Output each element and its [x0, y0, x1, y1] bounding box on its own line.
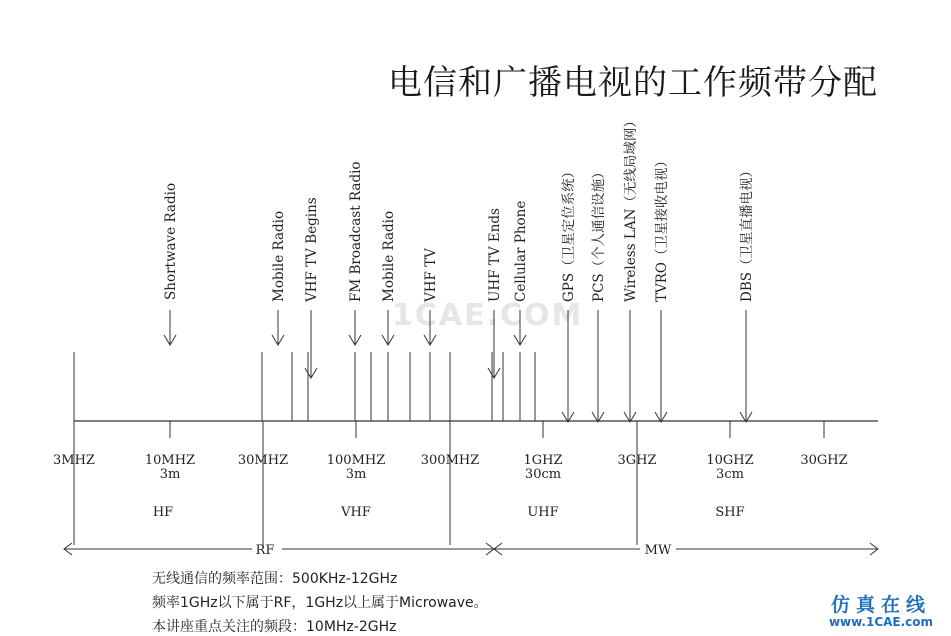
mw-range-label: MW — [644, 543, 672, 558]
tick-wavelength-label: 3cm — [716, 467, 744, 482]
tick-label: 1GHZ — [523, 453, 563, 468]
page-title: 电信和广播电视的工作频带分配 — [388, 63, 878, 103]
tick-label: 10MHZ — [144, 453, 196, 468]
band-label: SHF — [715, 505, 745, 520]
service-label: FM Broadcast Radio — [348, 161, 364, 302]
tick-label: 300MHZ — [420, 453, 480, 468]
tick-wavelength-label: 30cm — [524, 467, 562, 482]
service-label: VHF TV — [423, 248, 439, 302]
tick-label: 30MHZ — [237, 453, 289, 468]
note-frequency-range: 无线通信的频率范围：500KHz-12GHz — [152, 571, 398, 587]
service-label: TVRO（卫星接收电视） — [654, 154, 670, 302]
service-label: VHF TV Begins — [304, 197, 320, 302]
tick-label: 100MHZ — [326, 453, 386, 468]
tick-wavelength-label: 3m — [159, 467, 181, 482]
rf-range-label: RF — [255, 543, 275, 558]
service-label: Wireless LAN（无线局域网） — [623, 114, 639, 302]
tick-label: 3MHZ — [53, 453, 95, 468]
tick-label: 30GHZ — [800, 453, 848, 468]
band-label: HF — [152, 505, 174, 520]
tick-wavelength-label: 3m — [345, 467, 367, 482]
tick-label: 3GHZ — [617, 453, 657, 468]
service-label: Mobile Radio — [271, 210, 287, 302]
tick-label: 10GHZ — [706, 453, 754, 468]
background-watermark: 1CAE.COM — [392, 298, 584, 333]
service-label: UHF TV Ends — [487, 208, 503, 302]
note-rf-microwave: 频率1GHz以下属于RF，1GHz以上属于Microwave。 — [152, 595, 488, 611]
service-label: Mobile Radio — [381, 210, 397, 302]
note-focus-band: 本讲座重点关注的频段：10MHz-2GHz — [152, 619, 397, 635]
service-label: GPS（卫星定位系统） — [561, 164, 577, 302]
service-label: PCS（个人通信设施） — [591, 165, 607, 302]
band-label: VHF — [341, 505, 371, 520]
service-label: DBS（卫星直播电视） — [739, 164, 755, 302]
logo-text-cn: 仿真在线 — [830, 594, 931, 616]
logo-url: www.1CAE.com — [828, 615, 934, 629]
service-label: Shortwave Radio — [163, 182, 179, 300]
site-logo — [818, 590, 944, 629]
band-label: UHF — [527, 505, 559, 520]
service-label: Cellular Phone — [513, 200, 529, 302]
